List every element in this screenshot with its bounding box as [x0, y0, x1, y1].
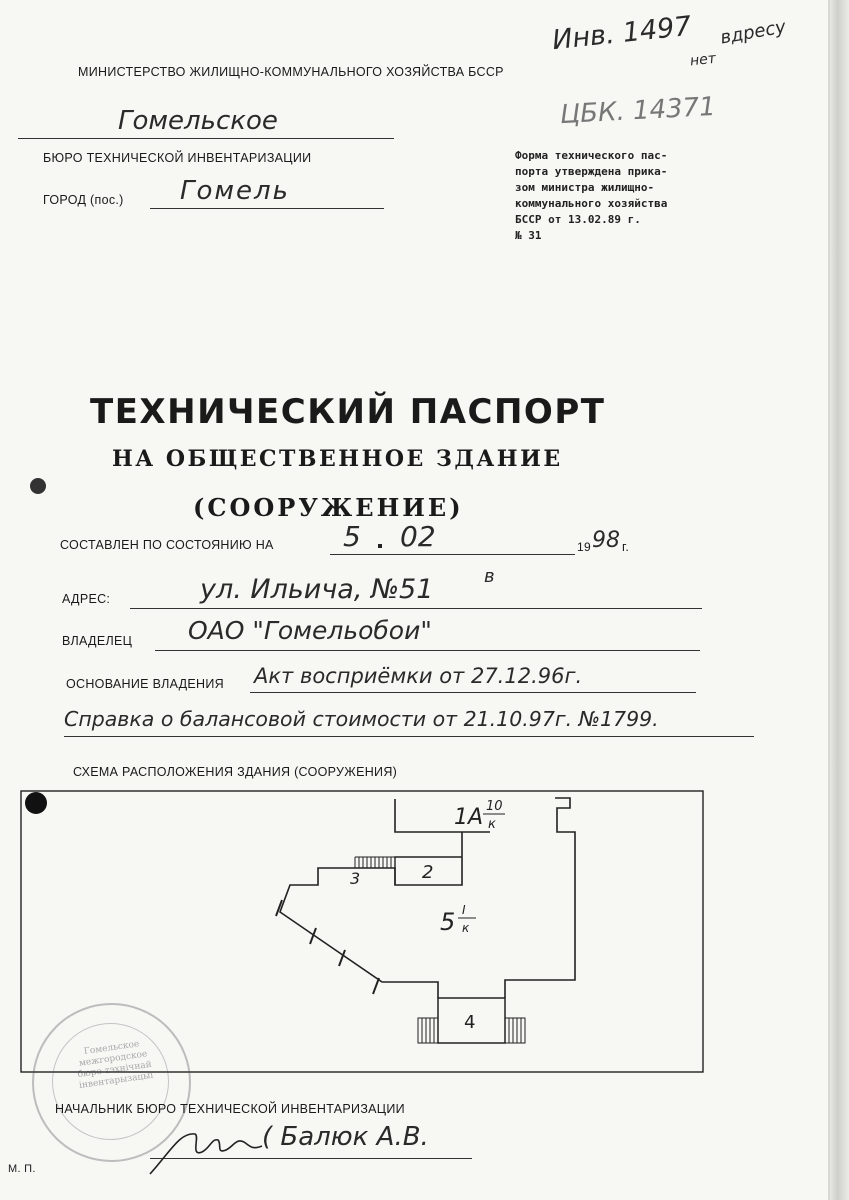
window-ticks: [276, 900, 379, 994]
document-subtitle: НА ОБЩЕСТВЕННОЕ ЗДАНИЕ: [112, 446, 563, 472]
city-label: ГОРОД (пос.): [43, 193, 124, 207]
stamp-place-label: М. П.: [8, 1163, 36, 1175]
room-1a-den: к: [488, 817, 496, 832]
basis-value-2: Справка о балансовой стоимости от 21.10.97г. №1799.: [64, 707, 659, 731]
building-outline-right: [505, 798, 575, 998]
form-note-line: порта утверждена прика-: [515, 165, 668, 178]
form-approval-note: [515, 148, 715, 244]
year-suffix: 98: [592, 528, 620, 553]
inventory-note-handwritten: вдресу: [718, 16, 788, 49]
region-value: Гомельское: [118, 106, 278, 136]
year-prefix: 19: [577, 540, 591, 554]
code-handwritten: ЦБК. 14371: [559, 91, 717, 131]
room-5-label: 5: [440, 908, 456, 936]
owner-value: ОАО "Гомельобои": [188, 616, 432, 645]
address-label: АДРЕС:: [62, 592, 111, 606]
signature-mark: [140, 1112, 270, 1182]
as-of-label: СОСТАВЛЕН ПО СОСТОЯНИЮ НА: [60, 538, 274, 552]
ministry-heading: МИНИСТЕРСТВО ЖИЛИЩНО-КОММУНАЛЬНОГО ХОЗЯЙСТВА БССР: [78, 65, 504, 79]
document-subtitle-2: (СООРУЖЕНИЕ): [193, 493, 464, 522]
form-note-line: коммунального хозяйства: [515, 197, 668, 210]
address-value: ул. Ильича, №51: [200, 574, 434, 605]
basis-label: ОСНОВАНИЕ ВЛАДЕНИЯ: [66, 677, 224, 691]
address-sup: в: [484, 566, 495, 587]
stair-hatch-top: [355, 857, 395, 868]
form-note-line: Форма технического пас-: [515, 149, 668, 162]
punch-hole-top: [30, 478, 46, 494]
as-of-underline: [330, 530, 575, 555]
page-edge: [830, 0, 849, 1200]
bureau-label: БЮРО ТЕХНИЧЕСКОЙ ИНВЕНТАРИЗАЦИИ: [43, 151, 312, 165]
inventory-sub-handwritten: нет: [689, 50, 717, 70]
room-2-label: 2: [422, 862, 434, 883]
room-1a-label: 1А: [454, 805, 484, 830]
room-5-num: I: [462, 903, 466, 917]
scheme-label: СХЕМА РАСПОЛОЖЕНИЯ ЗДАНИЯ (СООРУЖЕНИЯ): [73, 765, 398, 779]
chief-label: НАЧАЛЬНИК БЮРО ТЕХНИЧЕСКОЙ ИНВЕНТАРИЗАЦИИ: [55, 1102, 405, 1116]
form-note-line: № 31: [515, 229, 542, 242]
room-4-label: 4: [464, 1012, 476, 1033]
document-title: ТЕХНИЧЕСКИЙ ПАСПОРТ: [90, 392, 606, 432]
stamp-text: Гомельское межгородское бюро тэхнічнай інвентарызацыі: [77, 1039, 154, 1091]
inventory-number-handwritten: Инв. 1497: [550, 10, 693, 57]
room-5-den: к: [462, 921, 470, 935]
form-note-line: зом министра жилищно-: [515, 181, 655, 194]
as-of-day: 5: [343, 520, 361, 553]
room-3-label: 3: [350, 869, 361, 888]
year-unit: г.: [622, 540, 630, 554]
stair-hatch-left: [418, 1018, 438, 1043]
as-of-month: 02: [400, 520, 436, 553]
basis-value: Акт восприёмки от 27.12.96г.: [254, 664, 583, 688]
city-value: Гомель: [180, 176, 290, 206]
owner-label: ВЛАДЕЛЕЦ: [62, 634, 133, 648]
form-note-line: БССР от 13.02.89 г.: [515, 213, 641, 226]
chief-name-underline: [262, 1126, 472, 1159]
chief-name: ( Балюк А.В.: [262, 1122, 429, 1152]
date-separator: [378, 544, 382, 548]
room-1a-num: 10: [486, 799, 503, 814]
stair-hatch-right: [505, 1018, 525, 1043]
